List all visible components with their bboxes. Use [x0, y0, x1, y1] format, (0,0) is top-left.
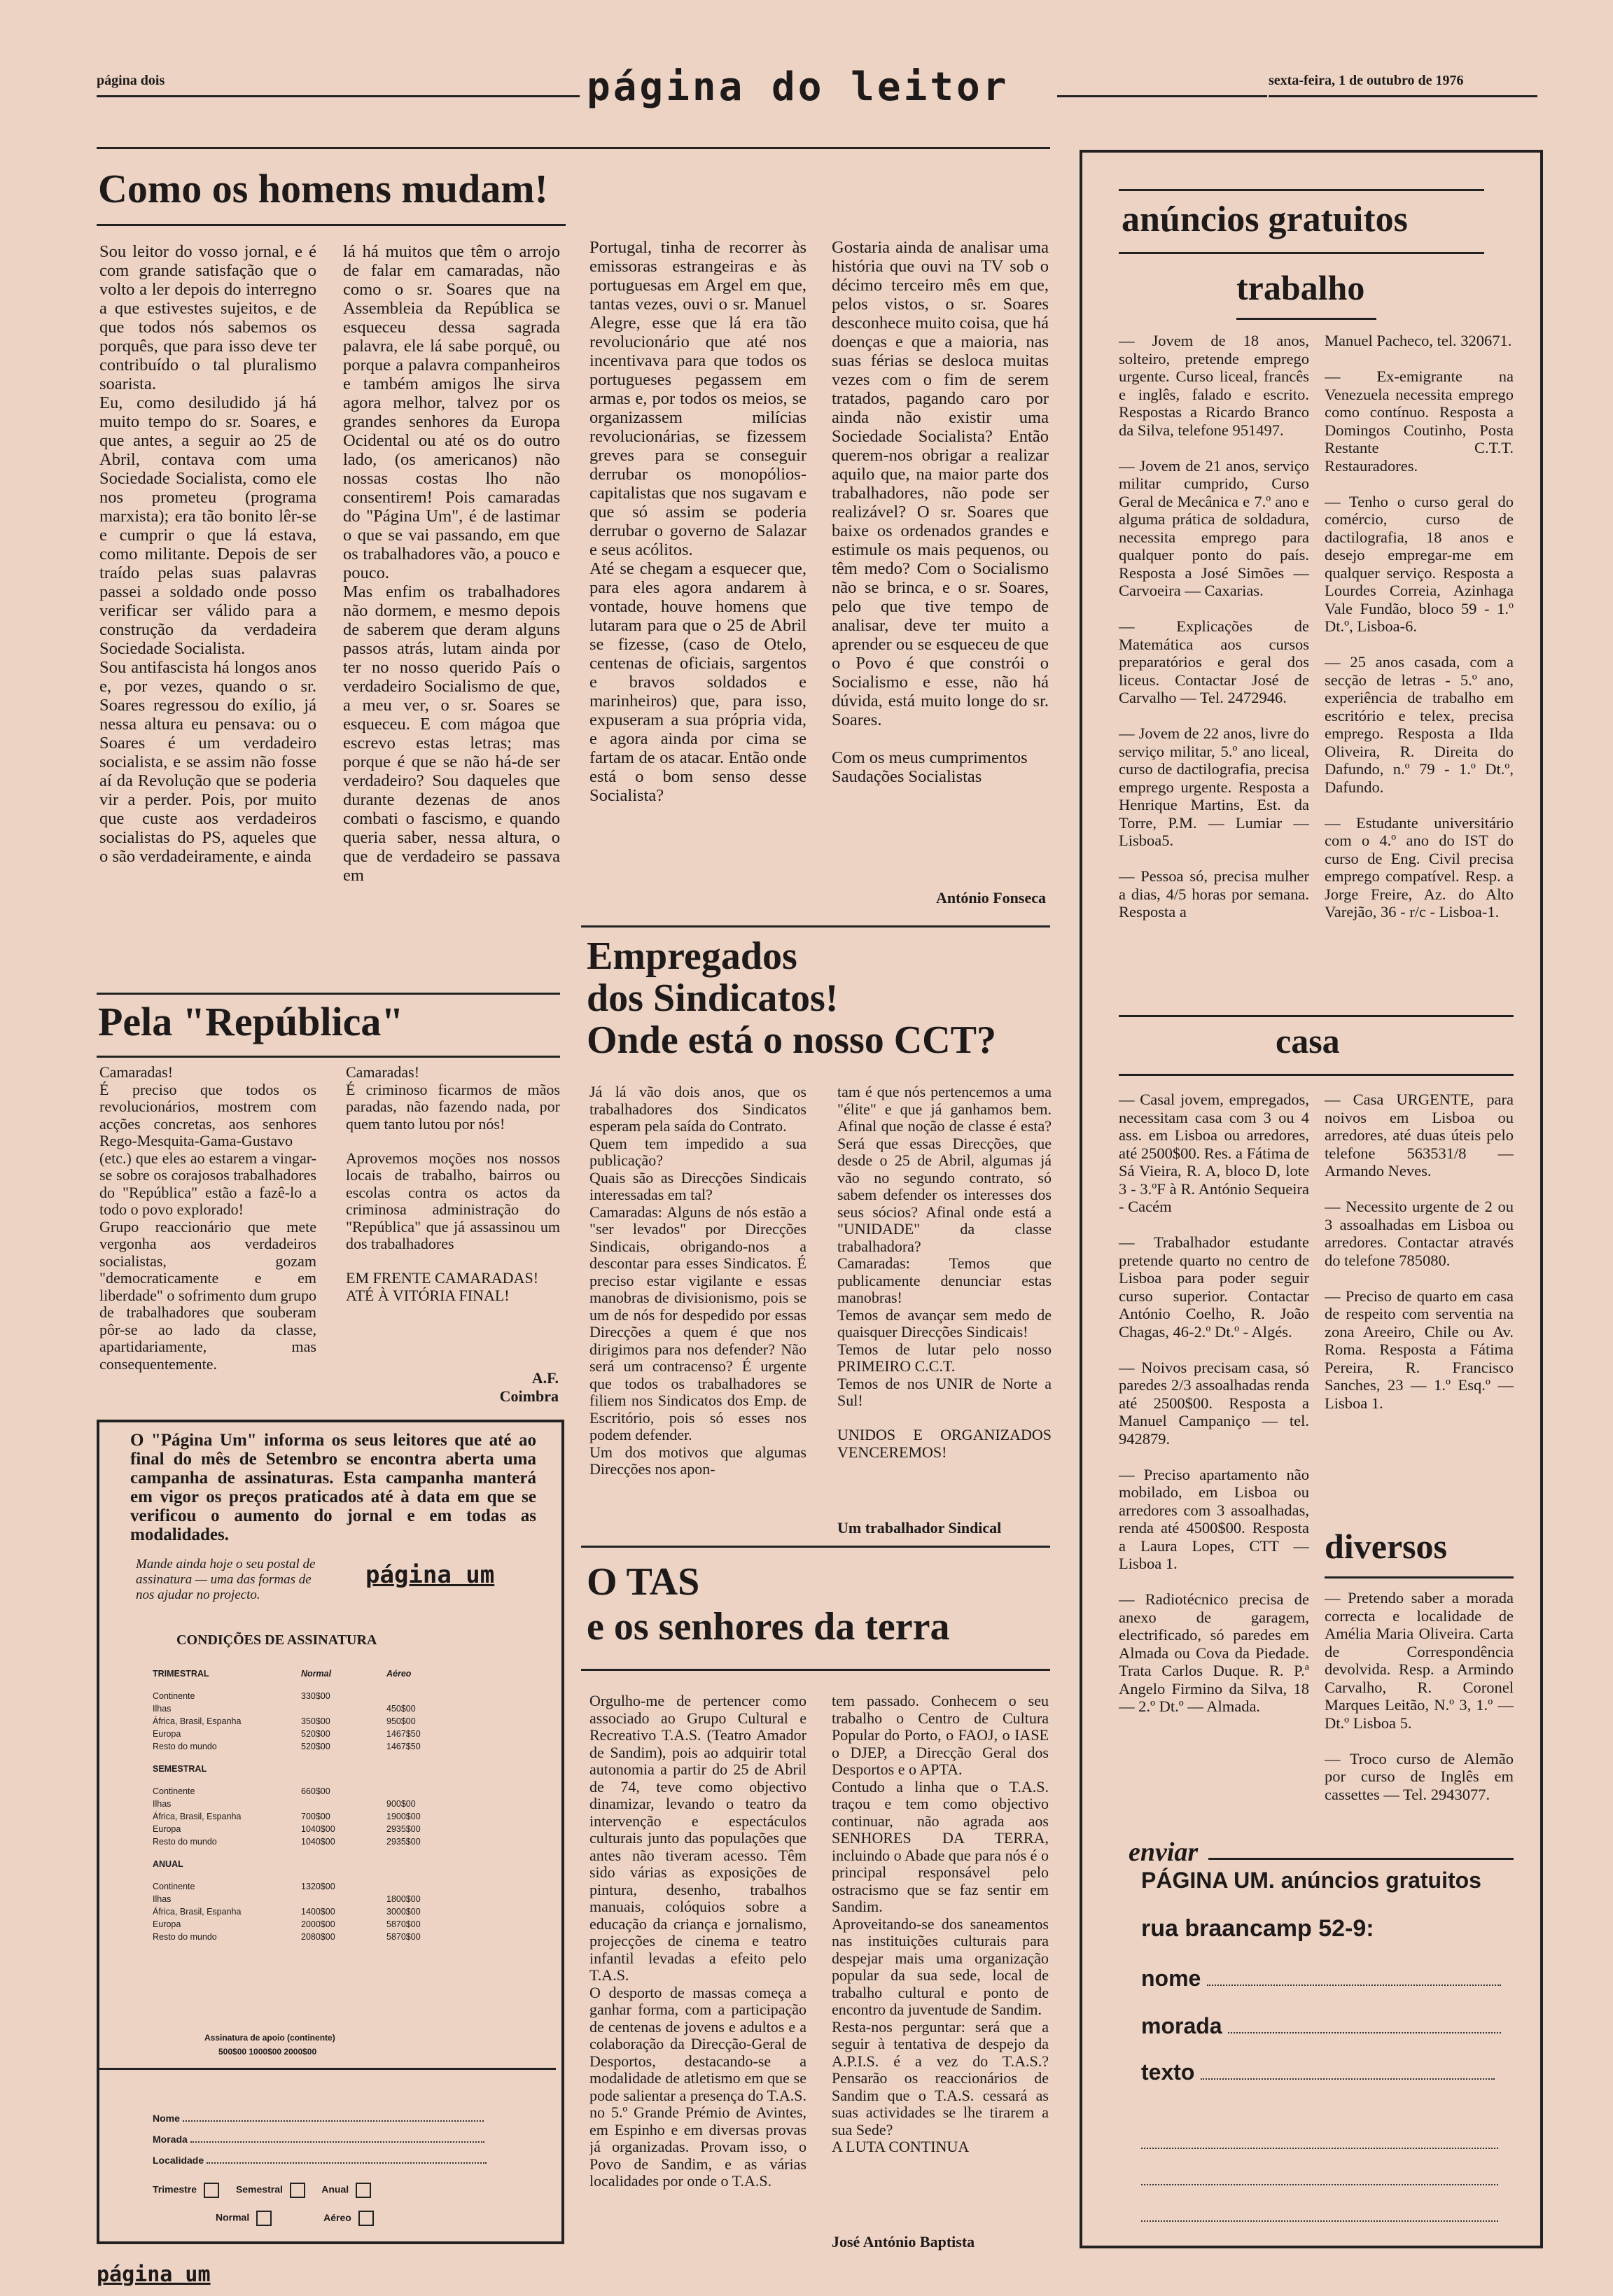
classifieds-top-rule	[1119, 189, 1484, 191]
article-column-3: Portugal, tinha de recorrer às emissoras estrangeiras e às portuguesas em Argel em que, tantas vezes, ouvi o sr. Manuel Alegre, esse que lá era tão revolucionário que até nos incentivava para que todos os portugueses pegassem em armas e, por todos os meios, se organizassem milícias revolucionárias, se fizessem greves para se conseguir derrubar os monopólios-capitalistas que nos sugavam e que só assim se poderia derrubar o governo de Salazar e seus acólitos. Até se chegam a esquecer que, para eles agora andarem à vontade, houve homens que lutaram para que o 25 de Abril se fizesse, (caso de Otelo, centenas de oficiais, sargentos e bravos soldados e marinheiros) que, para isso, expuseram a sua própria vida, e agora ainda por cima se fartam de os atacar. Então onde está o bom senso desse Socialista?	[589, 238, 806, 805]
aereo-checkbox[interactable]	[358, 2211, 374, 2226]
form-nome-field[interactable]: Nome	[153, 2113, 517, 2124]
trabalho-column-2: Manuel Pacheco, tel. 320671. — Ex-emigrante na Venezuela necessita emprego como contínuo. Resposta a Domingos Coutinho, Posta Restante C.T.T. Restauradores. — Tenho o curso geral do comércio, curso de dactilografia, 18 anos e desejo empregar-me em qualquer serviço. Resposta a Lourdes Correia, Azinhaga Vale Fundão, bloco 59 - 1.º Dt.º, Lisboa-6. — 25 anos casada, com a secção de letras - 5.º ano, experiência de trabalho em escritório e telex, precisa emprego. Resposta a Ilda Oliveira, R. Direita do Dafundo, n.º 79 - 1.º Dt.º, Dafundo. — Estudante universitário com o 4.º ano do IST do curso de Eng. Civil precisa emprego compatível. Resp. a Jorge Freire, Az. do Alto Varejão, 36 - r/c - Lisboa-1.	[1325, 332, 1514, 920]
price-row: Europa 2000$00 5870$00	[153, 1919, 421, 1929]
semestral-checkbox[interactable]	[290, 2183, 305, 2198]
republica-signature: A.F.	[531, 1369, 559, 1387]
price-table	[148, 1667, 425, 1943]
sindicatos-column-1: Já lá vão dois anos, que os trabalhadores dos Sindicatos esperam pela saída do Contrato. Quem tem impedido a sua publicação? Quais são as Direcções Sindicais interessadas em tal? Camaradas: Alguns de nós estão a "ser levados" por Direcções Sindicais, obrigando-nos a descontar para esses Sindicatos. É preciso estar vigilante e essas manobras de divisionismo, pois se um de nós for despedido por essas Direcções a quem é que nos dirigimos para nos defender? Não será um contracenso? É urgente que todos os trabalhadores se filiem nos Sindicatos dos Emp. de Escritório, pois só esses nos podem defender. Um dos motivos que algumas Direcções nos apon-	[589, 1084, 806, 1478]
classified-form-texto[interactable]: texto	[1141, 2059, 1495, 2085]
subscription-intro: O "Página Um" informa os seus leitores que até ao final do mês de Setembro se encontra aberta uma campanha de assinaturas. Esta campanha manterá em vigor os preços praticados até à data em que se verificou o aumento do jornal e em todas as modalidades.	[130, 1431, 536, 1544]
price-row: Europa 1040$00 2935$00	[153, 1824, 421, 1834]
form-morada-field[interactable]: Morada	[153, 2134, 517, 2145]
classifieds-title: anúncios gratuitos	[1122, 200, 1408, 239]
masthead-title: página do leitor	[587, 64, 1010, 110]
price-row: Continente 330$00	[153, 1691, 330, 1701]
casa-heading: casa	[1276, 1021, 1340, 1060]
price-row: Continente 1320$00	[153, 1882, 335, 1891]
article-top-rule	[97, 147, 1050, 149]
republica-title-rule	[97, 1056, 560, 1058]
article-column-2: lá há muitos que têm o arrojo de falar em camaradas, não como o sr. Soares que na Assembleia da República se esqueceu dessa sagrada palavra, ele lá sabe porquê, ou porque a palavra companheiros e também amigos lhe sirva agora melhor, talvez por os grandes senhores da Europa Ocidental ou até os do outro lado, (os americanos) não nossas costas lho não consentirem! Pois camaradas do "Página Um", é de lastimar o que se vai passando, em que os trabalhadores vão, a pouco e pouco. Mas enfim os trabalhadores não dormem, e mesmo depois de saberem que deram alguns passos atrás, lutam ainda por ter no nosso querido País o verdadeiro Socialismo de que, a meu ver, o sr. Soares se esqueceu. E com mágoa que escrevo estas letras; mas porque é que se não há-de ser verdadeiro? Sou daqueles que durante dezenas de anos combati o fascismo, e quando queria saber, nessa altura, o que de verdadeiro se passava em	[343, 242, 560, 885]
subscription-price-table	[148, 1667, 484, 1943]
anual-checkbox[interactable]	[356, 2183, 371, 2198]
casa-title-rule	[1119, 1074, 1514, 1076]
normal-checkbox[interactable]	[256, 2211, 272, 2226]
article-title-rule	[97, 224, 566, 226]
header-rule-date	[1269, 95, 1537, 97]
tas-column-1: Orgulho-me de pertencer como associado ao Grupo Cultural e Recreativo T.A.S. (Teatro Amador de Sandim), pois ao adquirir total autonomia a partir do 25 de Abril de 74, teve como objectivo dinamizar, levando o teatro da intervenção e espectáculos culturais junto das populações que antes não tiveram acesso. Têm sido várias as exposições de pintura, desenho, trabalhos manuais, colóquios sobre a educação da criança e jornalismo, projecções de cinema e teatro infantil levadas a efeito pelo T.A.S. O desporto de massas começa a ganhar forma, com a participação de centenas de jovens e adultos e a colaboração da Direcção-Geral de Desportos, destacando-se a modalidade de atletismo em que se pode salientar a presença do T.A.S. no 5.º Grande Prémio de Avintes, em Espinho e em diversas provas já organizadas. Provam isso, o Povo de Sandim, e as várias localidades por onde o T.A.S.	[589, 1693, 806, 2190]
price-row: Resto do mundo 2080$00 5870$00	[153, 1932, 421, 1942]
price-row: África, Brasil, Espanha 1400$00 3000$00	[153, 1907, 421, 1917]
subscription-form-rule	[99, 2068, 556, 2070]
price-row: Continente 660$00	[153, 1786, 330, 1796]
classified-form-nome[interactable]: nome	[1141, 1966, 1501, 1991]
sindicatos-signature: Um trabalhador Sindical	[837, 1519, 1002, 1536]
article-column-1: Sou leitor do vosso jornal, e é com grande satisfação que o volto a ler depois do interregno a que estivestes sujeitos, e de que todos nós sabemos os porquês, que para isso deve ter contribuído o tal pluralismo soarista. Eu, como desiludido já há muito tempo do sr. Soares, e que antes, a seguir ao 25 de Abril, contava com uma Sociedade Socialista, como ele nos prometeu (programa marxista); era tão bonito lêr-se e cumprir o que lá estava, como militante. Depois de ser traído pelas suas palavras passei a soldado onde posso verificar ser válido para a construção da verdadeira Sociedade Socialista. Sou antifascista há longos anos e, por vezes, quando o sr. Soares regressou do exílio, já nessa altura eu pensava: ou o Soares é um verdadeiro socialista, e se assim não fosse aí da Revolução que se poderia vir a perder. Pois, por muito que custe aos verdadeiros socialistas do PS, aqueles que o são verdadeiramente, e ainda	[99, 242, 316, 866]
price-row: Resto do mundo 520$00 1467$50	[153, 1742, 421, 1751]
header-rule-right	[1057, 95, 1267, 97]
page-number-label: página dois	[97, 73, 165, 88]
price-row: Resto do mundo 1040$00 2935$00	[153, 1837, 421, 1847]
article-title-como-os-homens-mudam: Como os homens mudam!	[98, 166, 548, 211]
support-subscription-values: 500$00 1000$00 2000$00	[218, 2047, 317, 2057]
subscription-note: Mande ainda hoje o seu postal de assinatura — uma das formas de nos ajudar no projecto.	[136, 1557, 316, 1602]
casa-column-2: — Casa URGENTE, para noivos em Lisboa ou arredores, até duas úteis pelo telefone 563531/8 — Armando Neves. — Necessito urgente de 2 ou 3 assoalhadas em Lisboa ou arredores. Contactar através do telefone 785080. — Preciso de quarto em casa de respeito com serventia na zona Areeiro, Chile ou Av. Roma. Resposta a Fátima Pereira, R. Francisco Sanches, 23 — 1.º Esq.º — Lisboa 1.	[1325, 1091, 1514, 1412]
sindicatos-column-2: tam é que nós pertencemos a uma "élite" e que já ganhamos bem. Afinal que noção de classe é esta? Será que essas Direcções, que desde o 25 de Abril, algumas já vão no segundo contrato, só sabem defender os interesses dos seus sócios? Afinal onde está a "UNIDADE" da classe trabalhadora? Camaradas: Temos que publicamente denunciar estas manobras! Temos de avançar sem medo de quaisquer Direcções Sindicais! Temos de lutar pelo nosso PRIMEIRO C.C.T. Temos de nos UNIR de Norte a Sul! UNIDOS E ORGANIZADOS VENCEREMOS!	[837, 1084, 1052, 1461]
send-address: rua braancamp 52-9:	[1141, 1915, 1374, 1942]
article-bottom-rule	[581, 925, 1050, 927]
footer-logo: página um	[97, 2262, 211, 2287]
tas-title-rule	[581, 1669, 1050, 1671]
tas-column-2: tem passado. Conhecem o seu trabalho o Centro de Cultura Popular do Porto, o FAOJ, o IASE o DJEP, a Direcção Geral dos Desportos e o APTA. Contudo a linha que o T.A.S. traçou e tem como objectivo continuar, não agrada aos SENHORES DA TERRA, incluindo o Abade que para nós é o principal responsável pelo ostracismo que se faz sentir em Sandim. Aproveitando-se dos saneamentos nas instituições culturais para despejar mais uma organização popular da sua sede, local de trabalho cultural e ponto de encontro da juventude de Sandim. Resta-nos perguntar: será que a seguir à tentativa de despejo da A.P.I.S. é a vez do T.A.S.? Pensarão os reaccionários de Sandim que o T.A.S. cessará as suas actividades se lhe tirarem a sua Sede? A LUTA CONTINUA	[832, 1693, 1049, 2155]
form-delivery-checkboxes[interactable]: Normal Aéreo	[216, 2211, 388, 2226]
article-signature: António Fonseca	[935, 889, 1046, 906]
support-subscription-title: Assinatura de apoio (continente)	[204, 2033, 335, 2043]
issue-date: sexta-feira, 1 de outubro de 1976	[1269, 73, 1464, 88]
article-title-pela-republica: Pela "República"	[98, 999, 404, 1044]
price-row: Ilhas 1800$00	[153, 1894, 421, 1904]
subscription-box	[97, 1420, 564, 2244]
header-rule-left	[97, 95, 580, 97]
article-title-o-tas: O TAS e os senhores da terra	[587, 1560, 950, 1648]
subscription-table-title: CONDIÇÕES DE ASSINATURA	[176, 1632, 377, 1648]
send-line: PÁGINA UM. anúncios gratuitos	[1141, 1868, 1481, 1893]
republica-column-2: Camaradas! É criminoso ficarmos de mãos paradas, não fazendo nada, por quem tanto lutou por nós! Aprovemos moções nos nossos locais de trabalho, bairros ou escolas contra os actos da criminosa administração do "República" que já assassinou um dos trabalhadores EM FRENTE CAMARADAS! ATÉ À VITÓRIA FINAL!	[346, 1064, 560, 1304]
price-row: Europa 520$00 1467$50	[153, 1729, 421, 1739]
classifieds-title-rule	[1119, 252, 1484, 254]
article-title-empregados: Empregados dos Sindicatos! Onde está o nosso CCT?	[587, 934, 996, 1062]
classified-form-morada[interactable]: morada	[1141, 2013, 1501, 2039]
diversos-column: — Pretendo saber a morada correcta e localidade de Amélia Maria Oliveira. Carta de Correspondência devolvida. Resp. a Armindo Carvalho, R. Coronel Marques Leitão, N.º 3, 1.º — Dt.º Lisboa 5. — Troco curso de Alemão por curso de Inglês em cassettes — Tel. 2943077.	[1325, 1589, 1514, 1803]
classified-form-text-lines[interactable]	[1141, 2113, 1498, 2222]
price-row: Ilhas 450$00	[153, 1704, 416, 1714]
price-group-header: SEMESTRAL	[153, 1764, 207, 1774]
republica-place: Coimbra	[499, 1387, 559, 1405]
send-rule	[1208, 1858, 1514, 1860]
price-group-header: ANUAL	[153, 1859, 183, 1869]
casa-column-1: — Casal jovem, empregados, necessitam casa com 3 ou 4 ass. em Lisboa ou arredores, até 2500$00. Res. a Fátima de Sá Vieira, R. A, bloco D, lote 3 - 3.ºF à R. António Sequeira - Cacém — Trabalhador estudante pretende quarto no centro de Lisboa para poder seguir curso superior. Contactar António Coelho, R. João Chagas, 46-2.º Dt.º - Algés. — Noivos precisam casa, só paredes 2/3 assoalhadas renda até 2500$00. Resposta a Manuel Campaniço — tel. 942879. — Preciso apartamento não mobilado, em Lisboa ou arredores com 3 assoalhadas, renda até 4500$00. Resposta a Laura Lopes, CTT — Lisboa 1. — Radiotécnico precisa de anexo de garagem, electrificado, só paredes em Almada ou Cova da Piedade. Trata Carlos Duque. R. P.ª Angelo Firmino da Silva, 18 — 2.º Dt.º — Almada.	[1119, 1091, 1309, 1715]
price-table-body	[148, 1667, 484, 1943]
pagina-um-logo: página um	[365, 1561, 495, 1589]
article-column-4: Gostaria ainda de analisar uma história que ouvi na TV sob o décimo terceiro mês em que, pelos vistos, o sr. Soares desconhece muito coisa, que há doenças e que a maioria, nas suas férias se desloca muitas vezes com o fim de serem tratados, pagando caro por ainda não existir uma Sociedade Socialista? Então querem-nos obrigar a realizar aquilo que, na maior parte dos trabalhadores, não pode ser realizável? O sr. Soares que baixe os ordenados grandes e estimule os mais pequenos, ou têm medo? Com o Socialismo não se brinca, e o sr. Soares, pelo que tive tempo de analisar, deve ter muito a aprender ou se esqueceu de que o Povo é que constrói o Socialismo e esse, não há dúvida, está muito longe do sr. Soares. Com os meus cumprimentos Saudações Socialistas	[832, 238, 1049, 786]
price-group-header: TRIMESTRAL Normal Aéreo	[153, 1669, 412, 1679]
price-row: África, Brasil, Espanha 700$00 1900$00	[153, 1812, 421, 1821]
trabalho-heading: trabalho	[1236, 268, 1365, 307]
form-periodicity-checkboxes[interactable]: Trimestre Semestral Anual	[153, 2183, 385, 2198]
price-row: África, Brasil, Espanha 350$00 950$00	[153, 1716, 416, 1726]
diversos-heading-rule	[1325, 1576, 1514, 1578]
trabalho-heading-rule	[1236, 318, 1376, 320]
classifieds-box	[1080, 150, 1543, 2248]
republica-top-rule	[97, 993, 560, 995]
form-localidade-field[interactable]: Localidade	[153, 2155, 517, 2166]
price-row: Ilhas 900$00	[153, 1799, 416, 1809]
send-label: enviar	[1129, 1837, 1199, 1867]
republica-column-1: Camaradas! É preciso que todos os revolucionários, mostrem com acções concretas, aos senhores Rego-Mesquita-Gama-Gustavo (etc.) que eles ao estarem a vingar-se sobre os corajosos trabalhadores do "República" estão a fazê-lo a todo o povo explorado! Grupo reaccionário que mete vergonha aos verdadeiros socialistas, gozam "democraticamente e em liberdade" o sofrimento dum grupo de trabalhadores que souberam pôr-se ao lado da classe, apartidariamente, mas consequentemente.	[99, 1064, 316, 1373]
casa-top-rule	[1119, 1015, 1514, 1017]
trimestre-checkbox[interactable]	[204, 2183, 219, 2198]
diversos-heading: diversos	[1325, 1527, 1447, 1566]
tas-signature: José António Baptista	[832, 2233, 975, 2250]
sindicatos-bottom-rule	[581, 1546, 1050, 1548]
trabalho-column-1: — Jovem de 18 anos, solteiro, pretende emprego urgente. Curso liceal, francês e inglês, falado e escrito. Respostas a Ricardo Branco da Silva, telefone 951497. — Jovem de 21 anos, serviço militar cumprido, Curso Geral de Mecânica e 7.º ano e alguma prática de soldadura, necessita emprego para qualquer ponto do país. Resposta a José Simões — Carvoeira — Caxarias. — Explicações de Matemática aos cursos preparatórios e geral dos liceus. Contactar José de Carvalho — Tel. 2472946. — Jovem de 22 anos, livre do serviço militar, 5.º ano liceal, curso de dactilografia, precisa emprego urgente. Resposta a Henrique Martins, Est. da Torre, P.M. — Lumiar — Lisboa5. — Pessoa só, precisa mulher a dias, 4/5 horas por semana. Resposta a	[1119, 332, 1309, 920]
